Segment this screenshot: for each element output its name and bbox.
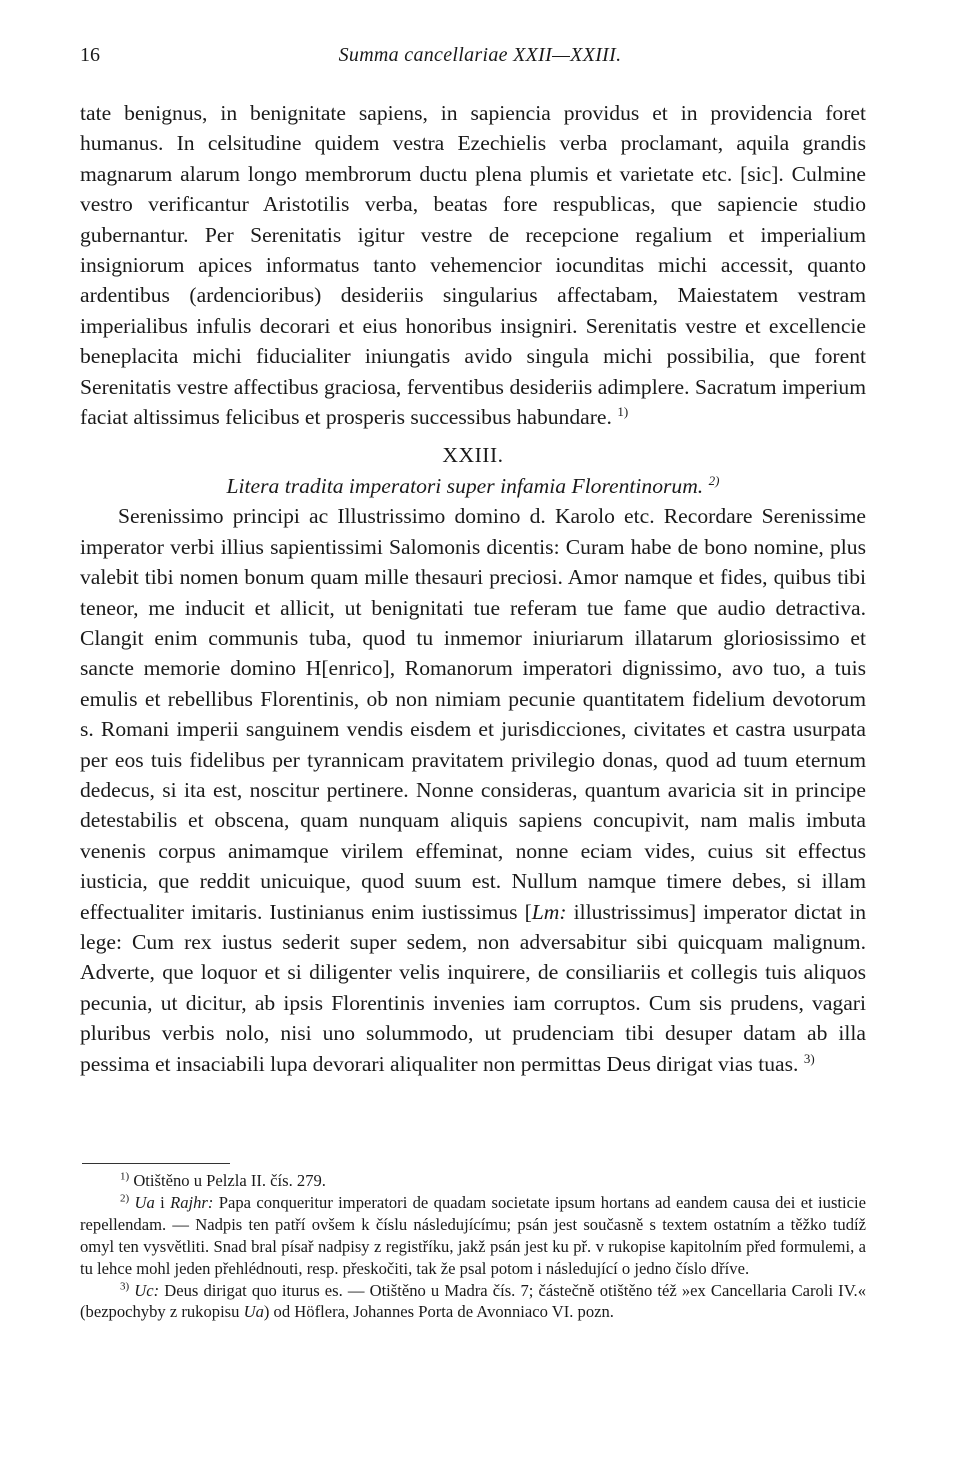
letter-body-part1: Serenissimo principi ac Illustrissimo domino d. Karolo etc. Recordare Serenissime imperator verbi illius sapientissimi Salomonis dicentis: Curam habe de bono nomine, plus valebit tibi nomen bonum quam mille thesauri preciosi. Amor namque et fides, quibus tibi teneor, me inducit et allicit, ut benignitati tue referam tue fame que audio detractiva. Clangit enim communis tuba, quod tu inmemor iniuriarum illatarum gloriosissimo et sancte memorie domino H[enrico], Romanorum imperatori dignissimo, avo tuo, a tuis emulis et rebellibus Florentinis, ob non nimiam pecunie quantitatem fidelium devotorum s. Romani imperii sanguinem vendis eisdem et jurisdicciones, civitates et castra usurpata per eos tuis fidelibus per tyrannicam pravitatem privilegio donas, quod ad tuum eternum dedecus, si ita est, noscitur pertinere. Nonne consideras, quantum avaricia sit in principe detestabilis et obscena, quam nunquam aliquis sapiens concupivit, nam malis imbuta venenis corpus animamque virilem effeminat, nonne eciam vides, cuius sit effectus iusticia, que reddit unicuique, quod suum est. Nullum namque timere debes, si illam effectualiter imitaris. Iustinianus enim iustissimus [: [80, 504, 866, 924]
footnote-text: Papa conqueritur imperatori de quadam societate ipsum hortans ad eandem causa dei et iusticie repellendam. — Nadpis ten patří ovšem k číslu následujícímu; psán jest současně s textem ostatním a těžko tudíž omyl ten vysvětliti. Snad bral písař nadpisy z registříku, jakž psán jest ku př. v rukopise kapitolním před formulemi, a tu lehce mohl jeden přehlédnouti, resp. přeskočiti, tak že psal potom i následující o jedno číslo dříve.: [80, 1192, 866, 1278]
footnote-mark: 2): [120, 1192, 130, 1205]
footnote-3: [80, 1280, 866, 1324]
footnotes: [80, 1170, 866, 1323]
footnote-text: Deus dirigat quo iturus es. — Otištěno u Madra čís. 7; částečně otištěno též »ex Cancellaria Caroli IV.« (bezpochyby z rukopisu: [80, 1280, 866, 1322]
letter-number: XXIII.: [442, 443, 504, 468]
letter-body-part2: illustrissimus] imperator dictat in lege: Cum rex iustus sederit super sedem, non adversabitur sibi quicquam malignum. Adverte, que loquor et si diligenter velis inquirere, de consiliariis et collegis tuis aliquos pecunia, ut dicitur, ab ipsis Florentinis invenies iam corruptos. Cum sis prudens, vagari pluribus verbis nolo, nisi uno solummodo, ut prudenciam tibi desuper datam ab illa pessima et insaciabili lupa devorari aliqualiter non permittas Deus dirigat vias tuas.: [80, 899, 866, 1076]
manuscript-siglum: Rajhr:: [170, 1192, 214, 1212]
footnote-text: ) od Höflera, Johannes Porta de Avonniaco VI. pozn.: [263, 1302, 614, 1322]
footnote-ref-2: 2): [708, 472, 720, 488]
footnote-ref-3: 3): [803, 1050, 815, 1066]
footnote-separator: [82, 1163, 230, 1164]
paragraph-text: tate benignus, in benignitate sapiens, in sapiencia providus et in providencia foret humanus. In celsitudine quidem vestra Ezechielis verba proclamant, aquila grandis magnarum alarum longo membrorum ductu plena plumis et varietate etc. [sic]. Culmine vestro verificantur Aristotilis verba, beatas fore respublicas, que sapiencie studio gubernantur. Per Serenitatis igitur vestre de recepcione regalium et imperialium insigniorum apices informatus tanto vehemencior iocunditas michi accessit, quanto ardentibus (ardencioribus) desideriis singularius affectabam, Maiestatem vestram imperialibus infulis decorari et eius honoribus insigniri. Serenitatis vestre et excellencie beneplacita michi fiducialiter iniungatis avido singula michi possibilia, que forent Serenitatis vestre affectibus graciosa, ferventibus desideriis adimplere. Sacratum imperium faciat altissimus felicibus et prosperis successibus habundare.: [80, 101, 866, 430]
paragraph-continuation: [80, 98, 866, 432]
running-title: Summa cancellariae XXII—XXIII.: [338, 44, 622, 66]
letter-title: [80, 471, 866, 501]
running-head: [80, 44, 880, 74]
footnote-mark: 1): [120, 1170, 130, 1183]
footnote-2: [80, 1192, 866, 1280]
footnote-text: i: [154, 1192, 171, 1212]
manuscript-siglum: Uc:: [134, 1280, 160, 1300]
footnote-mark: 3): [120, 1280, 130, 1292]
main-text: [80, 98, 866, 1079]
letter-body: [80, 501, 866, 1079]
manuscript-siglum: Ua: [134, 1192, 155, 1212]
page-number: 16: [80, 44, 100, 66]
footnote-ref-1: 1): [617, 403, 629, 419]
footnote-text: Otištěno u Pelzla II. čís. 279.: [129, 1171, 326, 1190]
manuscript-siglum: Ua: [243, 1302, 264, 1322]
footnote-1: [80, 1170, 866, 1192]
letter-title-text: Litera tradita imperatori super infamia Florentinorum.: [226, 473, 704, 498]
manuscript-siglum: Lm:: [531, 899, 567, 924]
